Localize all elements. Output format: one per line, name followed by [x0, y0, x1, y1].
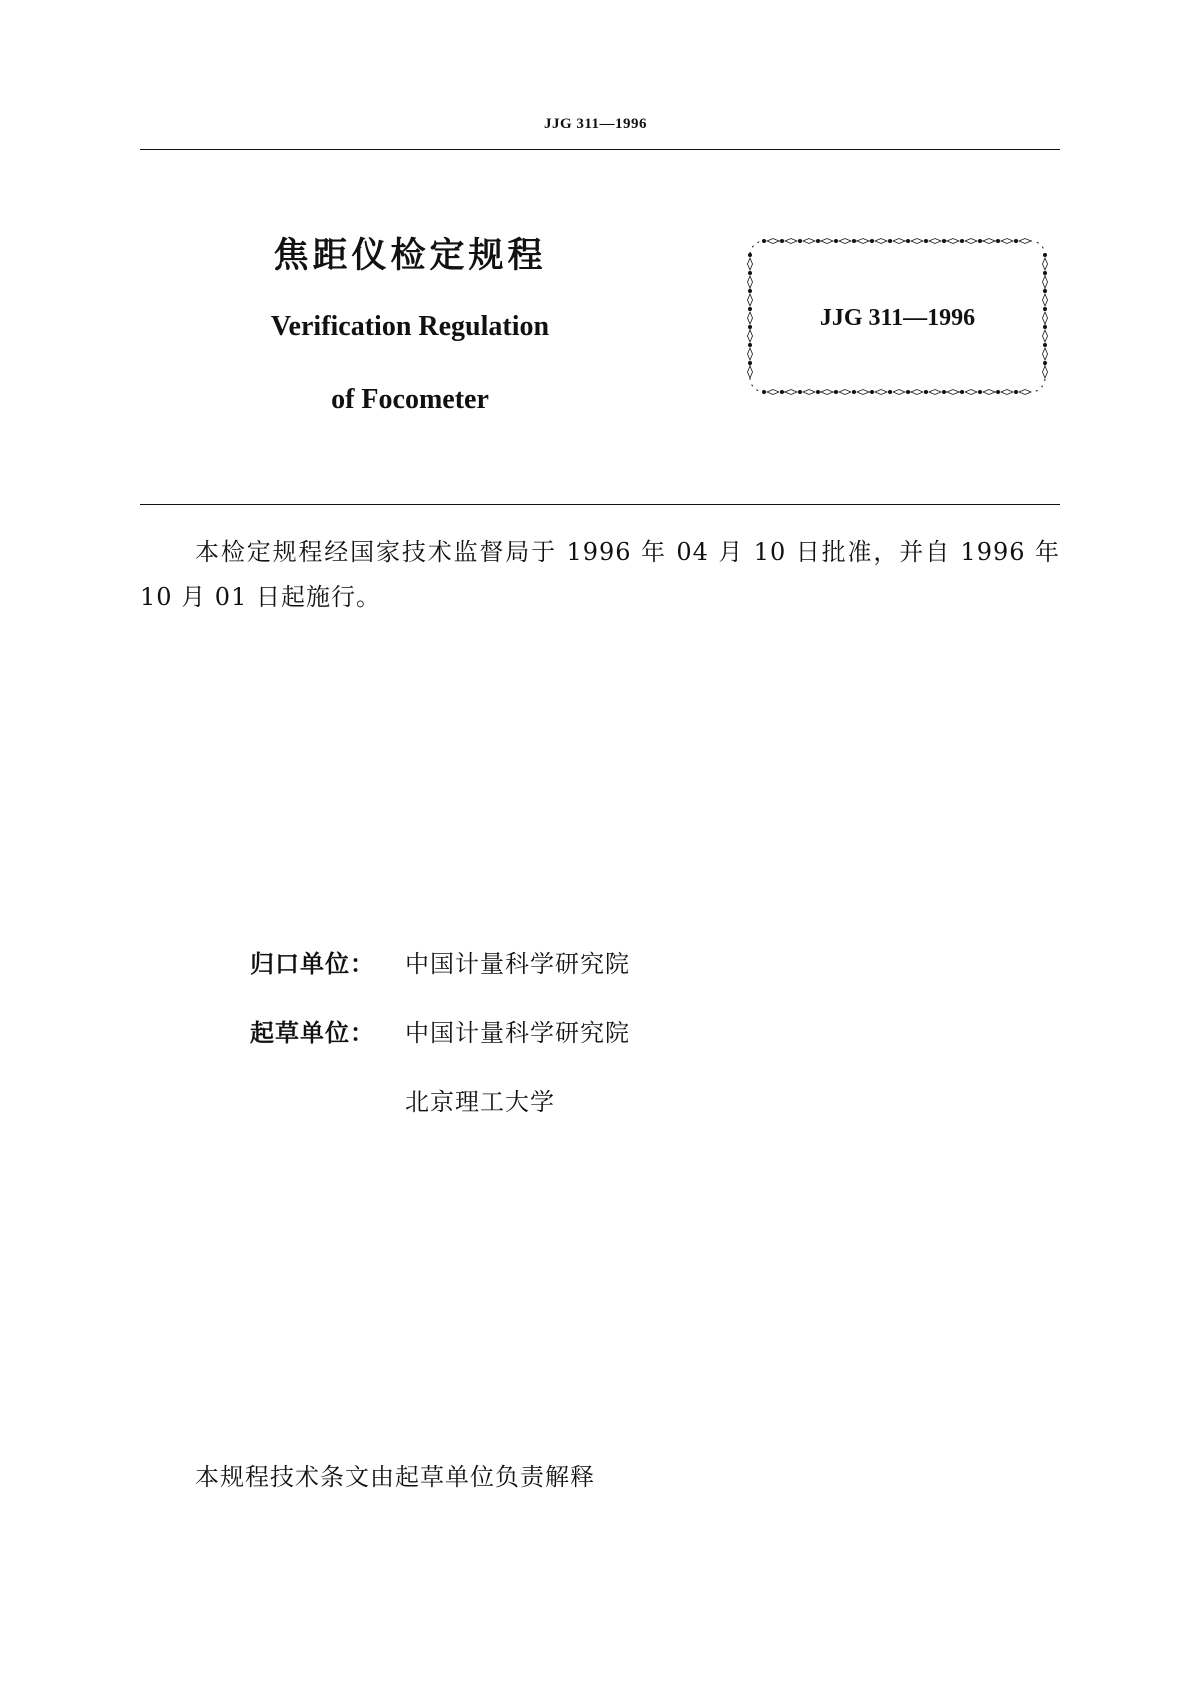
drafting-unit-value-2: 北京理工大学 — [405, 1088, 555, 1116]
drafting-unit-label: 起草单位： — [250, 1019, 375, 1047]
responsible-unit-label: 归口单位： — [250, 950, 375, 978]
standard-code: JJG 311—1996 — [819, 305, 976, 331]
drafting-unit-row-2 — [405, 1082, 555, 1117]
responsible-unit-row — [250, 944, 630, 979]
drafting-unit-row — [250, 1013, 630, 1048]
running-head-code: JJG 311—1996 — [543, 116, 648, 132]
drafting-unit-value-1: 中国计量科学研究院 — [405, 1019, 630, 1047]
title-chinese: 焦距仪检定规程 — [273, 236, 547, 276]
approval-paragraph: 本检定规程经国家技术监督局于 1996 年 04 月 10 日批准，并自 1996 年 10 月 01 日起施行。 — [140, 538, 1060, 611]
title-english-line1: Verification Regulation — [270, 311, 550, 342]
middle-rule — [140, 504, 1060, 505]
title-english-line2: of Focometer — [331, 384, 489, 415]
responsible-unit-value: 中国计量科学研究院 — [405, 950, 630, 978]
top-rule — [140, 149, 1060, 150]
footer-note: 本规程技术条文由起草单位负责解释 — [195, 1463, 595, 1491]
